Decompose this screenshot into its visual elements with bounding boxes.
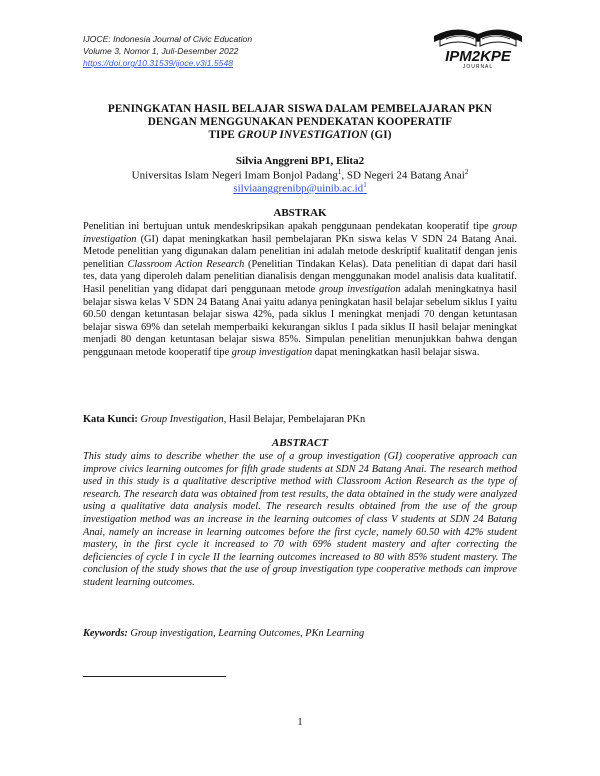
- abstrak-body: [83, 221, 517, 360]
- abstrak-italic-1: group investigation: [83, 221, 517, 245]
- abstrak-text-3: (Penelitian Tindakan Kelas). Data penelitian di dapat dari hasil tes, data yang diperoleh dalam penelitian dianalisis dengan menggunakan model analisis data kualitatif. Hasil penelitian yang didapat dari penggunaan metode: [83, 258, 517, 295]
- affiliation-1: Universitas Islam Negeri Imam Bonjol Padang: [131, 169, 338, 182]
- abstrak-text-4: adalah meningkatnya hasil belajar siswa kelas V SDN 24 Batang Anai yaitu adanya peningkatan hasil belajar sebelum siklus I yaitu 60.50 dengan ketuntasan belajar siswa 42%, pada siklus I meningkat menjadi 70 dengan ketuntasan belajar siswa 69% dan setelah memperbaiki kekurangan siklus I pada siklus II hasil belajar meningkat menjadi 80 dengan ketuntasan belajar siswa 85%. Simpulan penelitian menunjukkan bahwa dengan penggunaan metode kooperatif tipe: [83, 283, 517, 358]
- title-line-3: [85, 129, 515, 142]
- affiliation: [85, 168, 515, 182]
- kata-kunci-italic: Group Investigation: [137, 414, 224, 425]
- title-line-3-italic: GROUP INVESTIGATION: [237, 129, 368, 141]
- affiliation-sup-1: 1: [337, 168, 342, 176]
- keywords-label: Keywords:: [83, 628, 128, 639]
- kata-kunci: [83, 414, 517, 425]
- abstrak-italic-3: group investigation: [319, 283, 401, 295]
- keywords-text: Group investigation, Learning Outcomes, PKn Learning: [127, 628, 365, 639]
- keywords: [83, 628, 517, 639]
- journal-header: [83, 33, 252, 69]
- abstract-heading: ABSTRACT: [271, 437, 329, 449]
- abstrak-italic-4: group investigation: [231, 346, 313, 358]
- abstrak-heading: ABSTRAK: [273, 207, 327, 219]
- author-email[interactable]: [85, 181, 515, 195]
- abstract-body: This study aims to describe whether the use of a group investigation (GI) cooperative approach can improve civics learning outcomes for fifth grade students at SDN 24 Batang Anai. The research method used in this study is a qualitative descriptive method with Classroom Action Research as the type of research. The research data was obtained from test results, the data obtained in the study were analyzed using a qualitative data analysis model. The research results obtained from the use of the group investigation method was an increase in the learning outcomes of class V students at SDN 24 Batang Anai, namely an increase in learning outcomes before the first cycle, namely 60.50 with 42% student mastery, in the first cycle it increased to 70 with 69% student mastery and after correcting the deficiencies of cycle I in cycle II the learning outcomes increased to 80 with 85% student mastery. The conclusion of the study shows that the use of group investigation type cooperative methods can improve student learning outcomes.: [83, 451, 517, 588]
- title-line-1: PENINGKATAN HASIL BELAJAR SISWA DALAM PEMBELAJARAN PKN: [107, 103, 493, 115]
- abstrak-text-1: Penelitian ini bertujuan untuk mendeskripsikan apakah penggunaan pendekatan kooperatif tipe: [83, 221, 493, 232]
- abstrak-text-2: (GI) dapat meningkatkan hasil pembelajaran PKn siswa kelas V SDN 24 Batang Anai. Metode penelitian yang digunakan dalam penelitian ini adalah metode deskriptif kualitatif dengan jenis penelitian: [83, 233, 517, 270]
- footnote-divider: [83, 676, 226, 677]
- page-number: 1: [297, 717, 303, 728]
- authors: Silvia Anggreni BP1, Elita2: [235, 155, 365, 167]
- kata-kunci-rest: , Hasil Belajar, Pembelajaran PKn: [223, 414, 366, 425]
- paper-title: [85, 103, 515, 142]
- book-logo-icon: [426, 20, 530, 70]
- email-address[interactable]: silviaanggrenibp@uinib.ac.id: [233, 182, 364, 195]
- logo-text: IPM2KPE: [445, 48, 511, 65]
- title-line-3-prefix: TIPE: [208, 129, 238, 141]
- logo-subtext: JOURNAL: [462, 64, 494, 70]
- kata-kunci-label: Kata Kunci:: [83, 414, 138, 425]
- abstrak-italic-2: Classroom Action Research: [127, 258, 245, 270]
- journal-volume: Volume 3, Nomor 1, Juli-Desember 2022: [83, 46, 239, 56]
- journal-name: IJOCE: Indonesia Journal of Civic Education: [83, 34, 253, 44]
- doi-link[interactable]: https://doi.org/10.31539/ijoce.v3i1.5548: [83, 58, 234, 68]
- affiliation-2: , SD Negeri 24 Batang Anai: [341, 169, 465, 182]
- abstrak-text-5: dapat meningkatkan hasil belajar siswa.: [312, 346, 480, 358]
- email-sup: 1: [363, 181, 367, 189]
- title-line-2: DENGAN MENGGUNAKAN PENDEKATAN KOOPERATIF: [147, 116, 453, 128]
- title-line-3-suffix: (GI): [367, 129, 392, 141]
- affiliation-sup-2: 2: [464, 168, 469, 176]
- journal-logo: [426, 20, 530, 70]
